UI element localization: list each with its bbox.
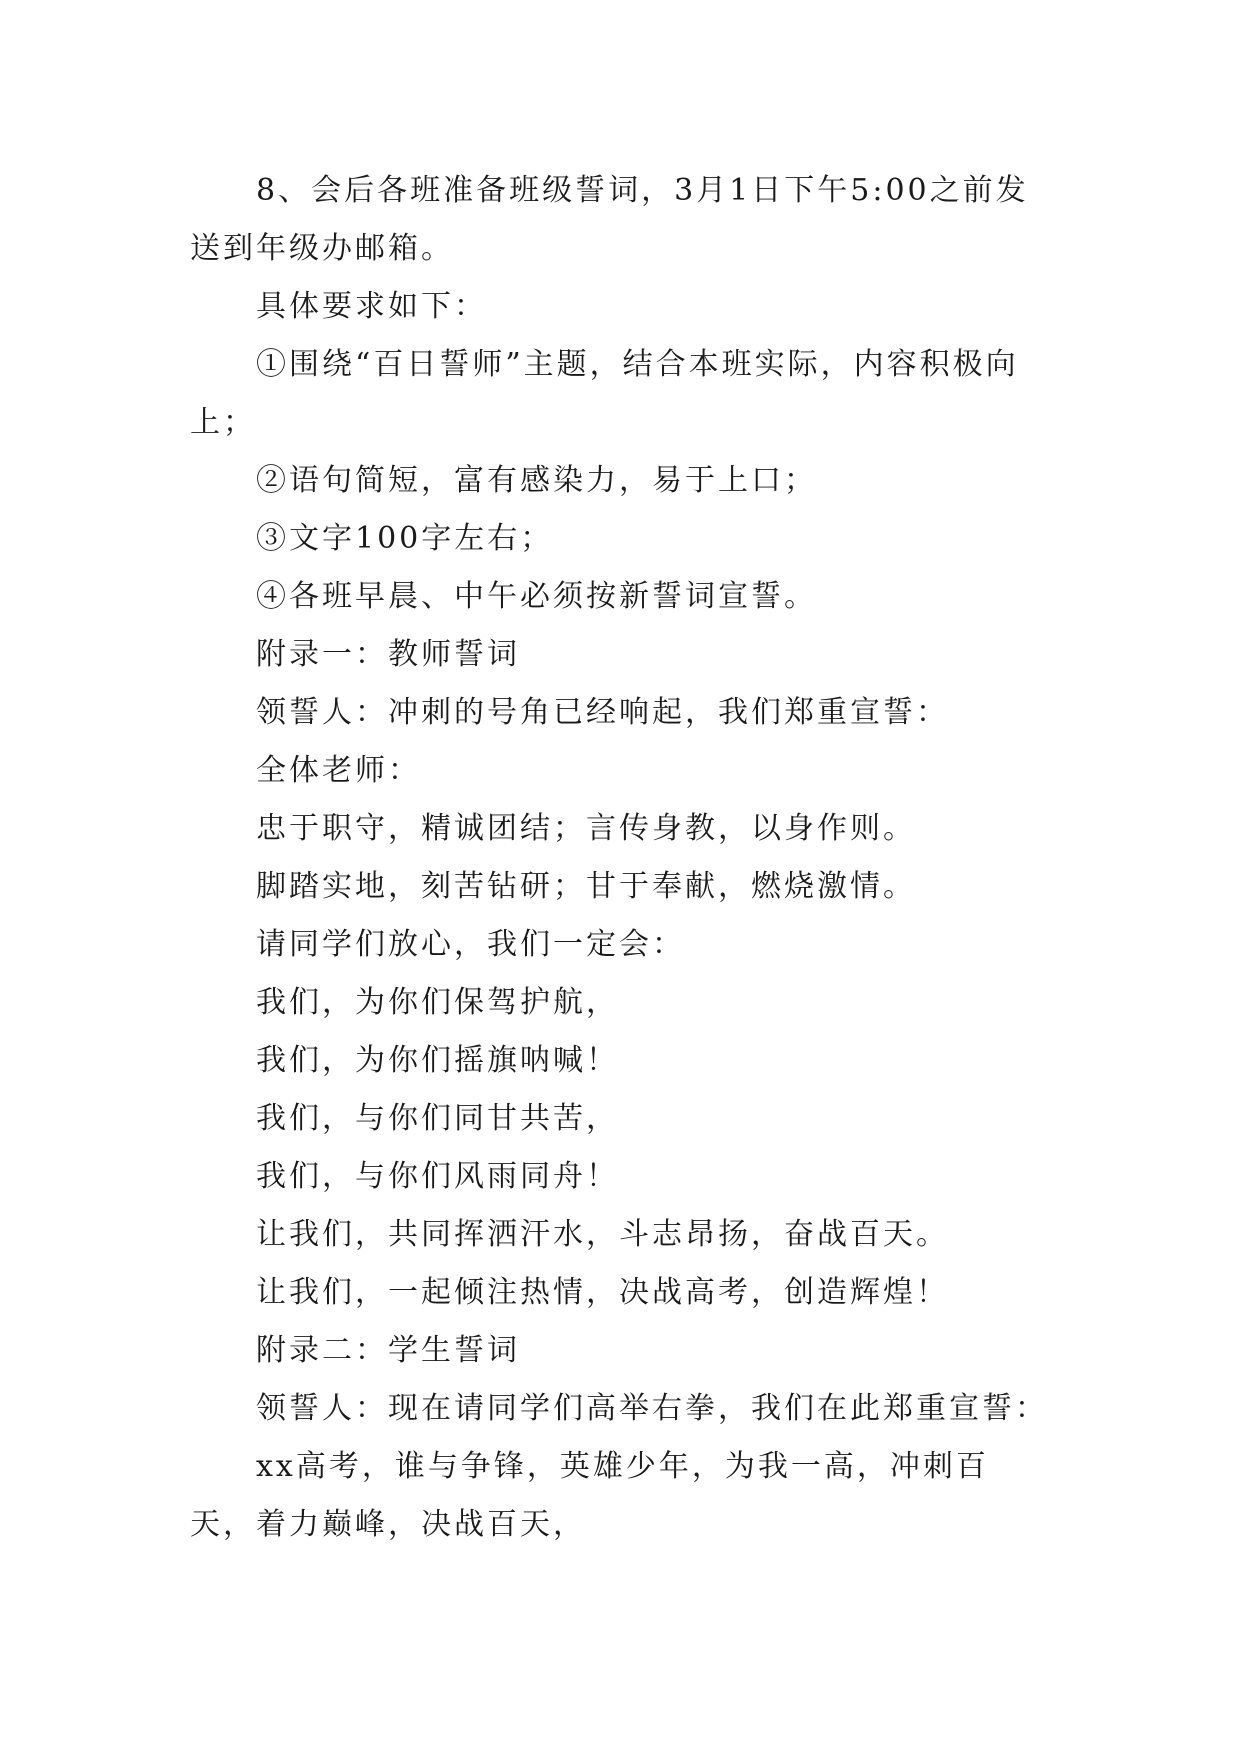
paragraph-requirement-1: ①围绕“百日誓师”主题，结合本班实际，内容积极向上； (190, 347, 1019, 440)
teacher-oath-line: 让我们，共同挥洒汗水，斗志昂扬，奋战百天。 (256, 1217, 949, 1252)
teacher-oath-line: 我们，为你们摇旗呐喊！ (256, 1043, 619, 1078)
paragraph-requirement-4: ④各班早晨、中午必须按新誓词宣誓。 (256, 579, 817, 614)
teacher-oath-line: 我们，与你们同甘共苦， (256, 1101, 619, 1136)
student-oath-line: xx高考，谁与争锋，英雄少年，为我一高，冲刺百天，着力巅峰，决战百天， (190, 1449, 989, 1542)
student-oath-leader-line: 领誓人：现在请同学们高举右拳，我们在此郑重宣誓： (256, 1391, 1048, 1426)
teacher-oath-all-teachers: 全体老师： (256, 753, 421, 788)
teacher-oath-line: 脚踏实地，刻苦钻研；甘于奉献，燃烧激情。 (256, 869, 916, 904)
teacher-oath-line: 请同学们放心，我们一定会： (256, 927, 685, 962)
paragraph-requirement-2: ②语句简短，富有感染力，易于上口； (256, 463, 817, 498)
teacher-oath-line: 我们，为你们保驾护航， (256, 985, 619, 1020)
teacher-oath-leader-line: 领誓人：冲刺的号角已经响起，我们郑重宣誓： (256, 695, 949, 730)
appendix-2-heading: 附录二：学生誓词 (256, 1333, 520, 1368)
teacher-oath-line: 我们，与你们风雨同舟！ (256, 1159, 619, 1194)
teacher-oath-line: 让我们，一起倾注热情，决战高考，创造辉煌！ (256, 1275, 949, 1310)
appendix-1-heading: 附录一：教师誓词 (256, 637, 520, 672)
paragraph-item-8-instruction: 8、会后各班准备班级誓词，3月1日下午5:00之前发送到年级办邮箱。 (190, 173, 1029, 266)
teacher-oath-line: 忠于职守，精诚团结；言传身教，以身作则。 (256, 811, 916, 846)
paragraph-requirement-3: ③文字100字左右； (256, 521, 554, 556)
paragraph-requirements-heading: 具体要求如下： (256, 289, 487, 324)
document-body (190, 162, 1050, 1554)
